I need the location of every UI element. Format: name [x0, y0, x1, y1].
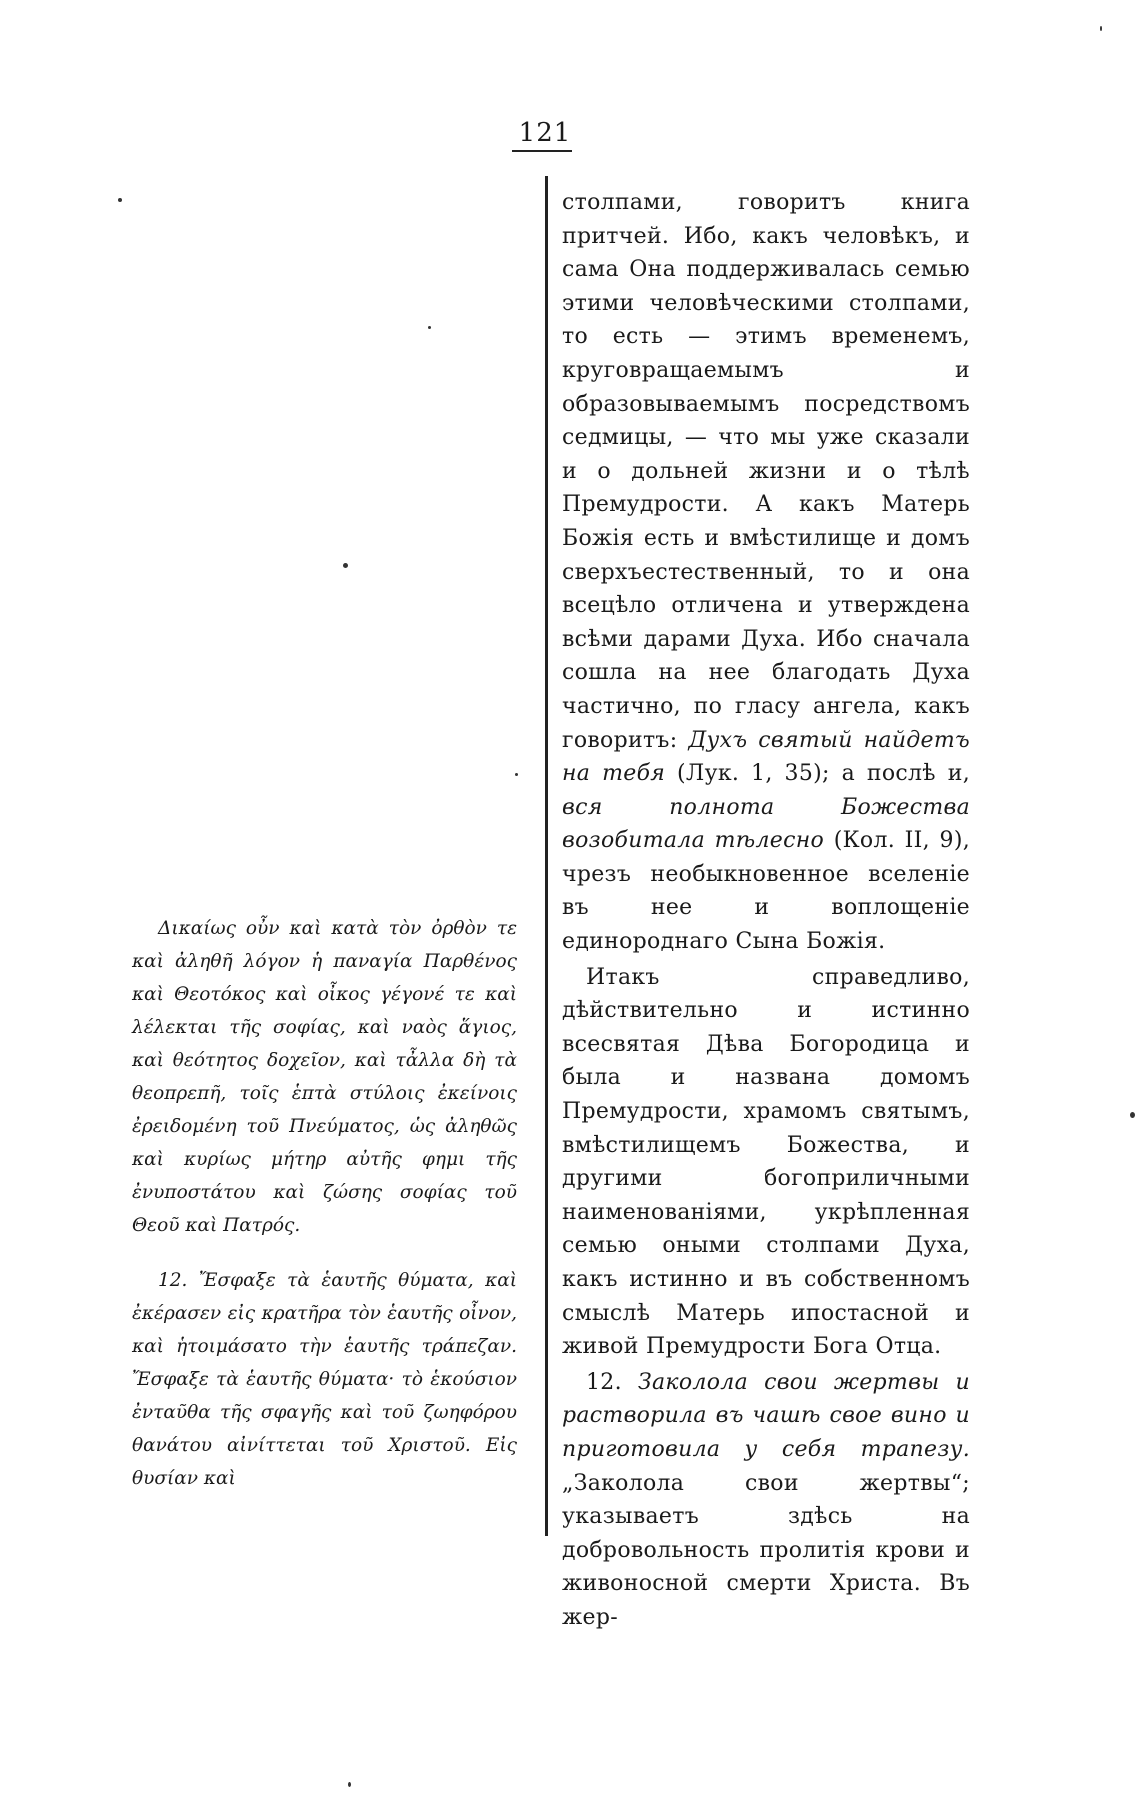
russian-paragraph-1-text-c: (Кол. II, 9), чрезъ необыкновенное вселеніе въ нее и воплощеніе единороднаго Сына Божія.: [562, 828, 971, 955]
right-column: [562, 186, 970, 1635]
scan-speck: [428, 326, 431, 329]
russian-paragraph-3-text: „Заколола свои жертвы“; указываетъ здѣсь на добровольность пролитія крови и живоносной смерти Христа. Въ жер-: [562, 1470, 970, 1630]
verse-number: 12.: [586, 1369, 638, 1395]
scan-speck: [348, 1782, 351, 1787]
verse-quote: Заколола свои жертвы и растворила въ чашѣ свое вино и приготовила у себя трапезу.: [562, 1369, 970, 1462]
scan-speck: [515, 773, 518, 776]
russian-paragraph-1-text-b: (Лук. 1, 35); а послѣ и,: [665, 761, 971, 787]
scan-speck: [1100, 26, 1102, 31]
left-column: [132, 912, 517, 1495]
russian-paragraph-2: Итакъ справедливо, дѣйствительно и истинно всесвятая Дѣва Богородица и была и названа домомъ Премудрости, храмомъ святымъ, вмѣстилищемъ Божества, и другими богоприличными наименованіями, укрѣпленная семью оными столпами Духа, какъ истинно и въ собственномъ смыслѣ Матерь ипостасной и живой Премудрости Бога Отца.: [562, 964, 970, 1360]
greek-paragraph-1: Δικαίως οὖν καὶ κατὰ τὸν ὀρθὸν τε καὶ ἀληθῆ λόγον ἡ παναγία Παρθένος καὶ Θεοτόκος καὶ οἶκος γέγονέ τε καὶ λέλεκται τῆς σοφίας, καὶ ναὸς ἅγιος, καὶ θεότητος δοχεῖον, καὶ τἆλλα δὴ τὰ θεοπρεπῆ, τοῖς ἑπτὰ στύλοις ἐκείνοις ἐρειδομένη τοῦ Πνεύματος, ὡς ἀληθῶς καὶ κυρίως μήτηρ αὐτῆς φημι τῆς ἐνυποστάτου καὶ ζώσης σοφίας τοῦ Θεοῦ καὶ Πατρός.: [132, 918, 517, 1236]
scan-speck: [1130, 1112, 1135, 1118]
column-divider: [545, 176, 548, 1536]
russian-paragraph-3: [562, 1366, 970, 1635]
scripture-quote-luke: Духъ святый найдетъ на тебя: [562, 727, 970, 787]
page-number-rule: [512, 150, 572, 152]
page-number: 121: [518, 118, 572, 148]
scan-speck: [343, 563, 348, 568]
scan-speck: [118, 198, 122, 202]
scripture-quote-colossians: вся полнота Божества возобитала тѣлесно: [562, 794, 970, 854]
russian-paragraph-1-text-a: столпами, говоритъ книга притчей. Ибо, какъ человѣкъ, и сама Она поддерживалась семью этими человѣческими столпами, то есть — этимъ временемъ, круговращаемымъ и образовываемымъ посредствомъ седмицы, — что мы уже сказали и о дольней жизни и о тѣлѣ Премудрости. А какъ Матерь Божія есть и вмѣстилище и домъ сверхъестественный, то и она всецѣло отличена и утверждена всѣми дарами Духа. Ибо сначала сошла на нее благодать Духа частично, по гласу ангела, какъ говоритъ:: [562, 190, 970, 753]
greek-paragraph-2: 12. Ἔσφαξε τὰ ἑαυτῆς θύματα, καὶ ἐκέρασεν εἰς κρατῆρα τὸν ἑαυτῆς οἶνον, καὶ ἡτοιμάσατο τὴν ἑαυτῆς τράπεζαν. Ἔσφαξε τὰ ἑαυτῆς θύματα· τὸ ἑκούσιον ἐνταῦθα τῆς σφαγῆς καὶ τοῦ ζωηφόρου θανάτου αἰνίττεται τοῦ Χριστοῦ. Εἰς θυσίαν καὶ: [132, 1270, 517, 1489]
russian-paragraph-1: [562, 186, 970, 959]
